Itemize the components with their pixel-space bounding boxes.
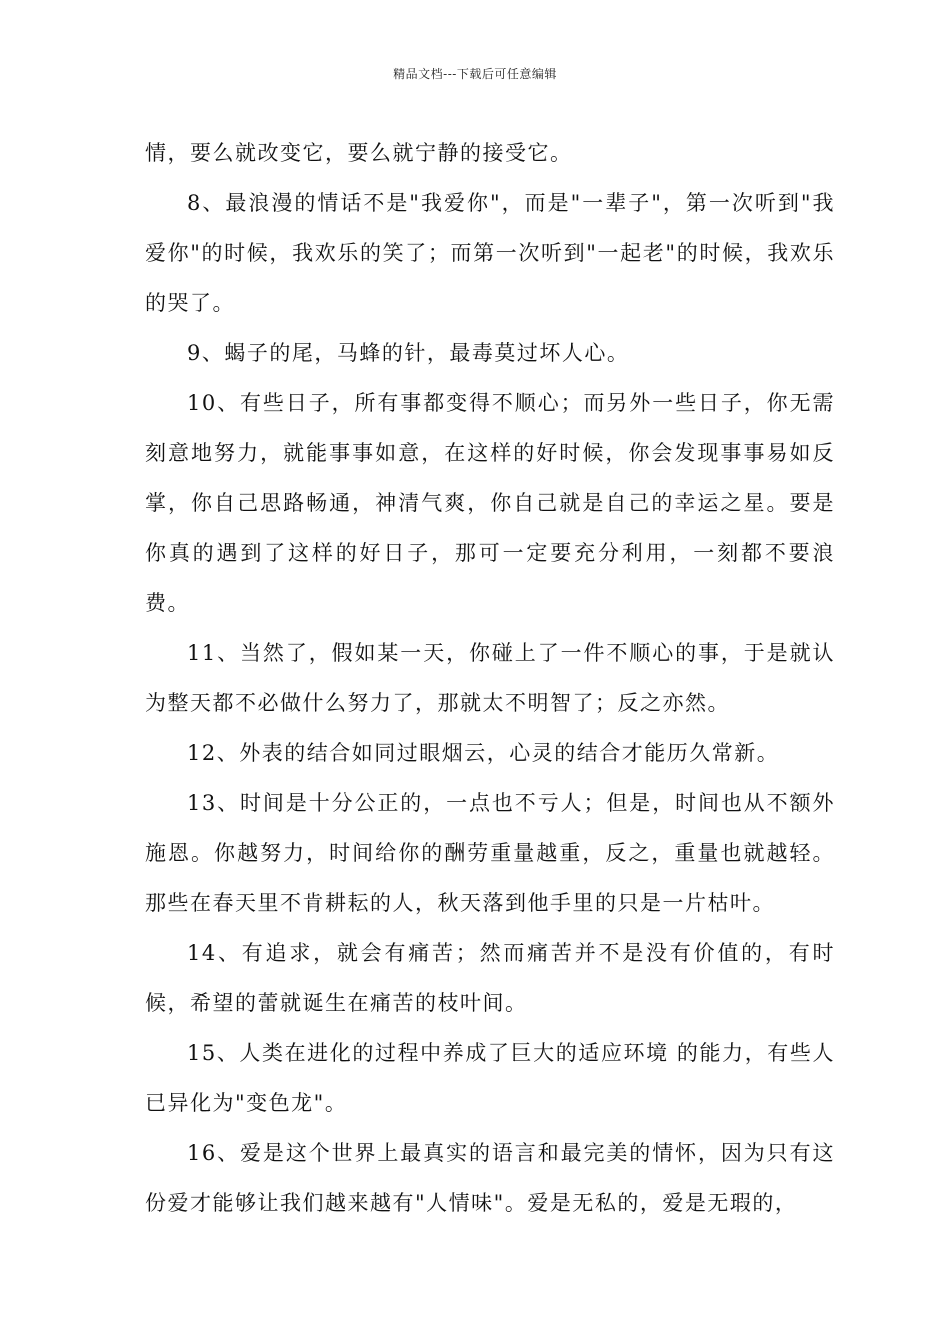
paragraph-13: 13、时间是十分公正的，一点也不亏人；但是，时间也从不额外施恩。你越努力，时间给你的酬劳重量越重，反之，重量也就越轻。那些在春天里不肯耕耘的人，秋天落到他手里的只是一片枯叶。: [145, 791, 835, 915]
paragraph-15: 15、人类在进化的过程中养成了巨大的适应环境 的能力，有些人已异化为"变色龙"。: [145, 1041, 835, 1115]
paragraph-14: 14、有追求，就会有痛苦；然而痛苦并不是没有价值的，有时候，希望的蕾就诞生在痛苦的枝叶间。: [145, 941, 835, 1015]
paragraph-16: 16、爱是这个世界上最真实的语言和最完美的情怀，因为只有这份爱才能够让我们越来越有"人情味"。爱是无私的，爱是无瑕的，: [145, 1141, 835, 1215]
document-body: [145, 128, 835, 1228]
paragraph-12: 12、外表的结合如同过眼烟云，心灵的结合才能历久常新。: [187, 741, 780, 765]
paragraph-9: 9、蝎子的尾，马蜂的针，最毒莫过坏人心。: [187, 341, 630, 365]
paragraph-continuation: 情，要么就改变它，要么就宁静的接受它。: [145, 141, 573, 165]
paragraph-11: 11、当然了，假如某一天，你碰上了一件不顺心的事，于是就认为整天都不必做什么努力了，那就太不明智了；反之亦然。: [145, 641, 835, 715]
page-header: 精品文档---下载后可任意编辑: [393, 67, 557, 81]
paragraph-8: 8、最浪漫的情话不是"我爱你"，而是"一辈子"，第一次听到"我爱你"的时候，我欢乐的笑了；而第一次听到"一起老"的时候，我欢乐的哭了。: [145, 191, 835, 315]
paragraph-10: 10、有些日子，所有事都变得不顺心；而另外一些日子，你无需刻意地努力，就能事事如意，在这样的好时候，你会发现事事易如反掌，你自己思路畅通，神清气爽，你自己就是自己的幸运之星。要是你真的遇到了这样的好日子，那可一定要充分利用，一刻都不要浪费。: [145, 391, 835, 615]
